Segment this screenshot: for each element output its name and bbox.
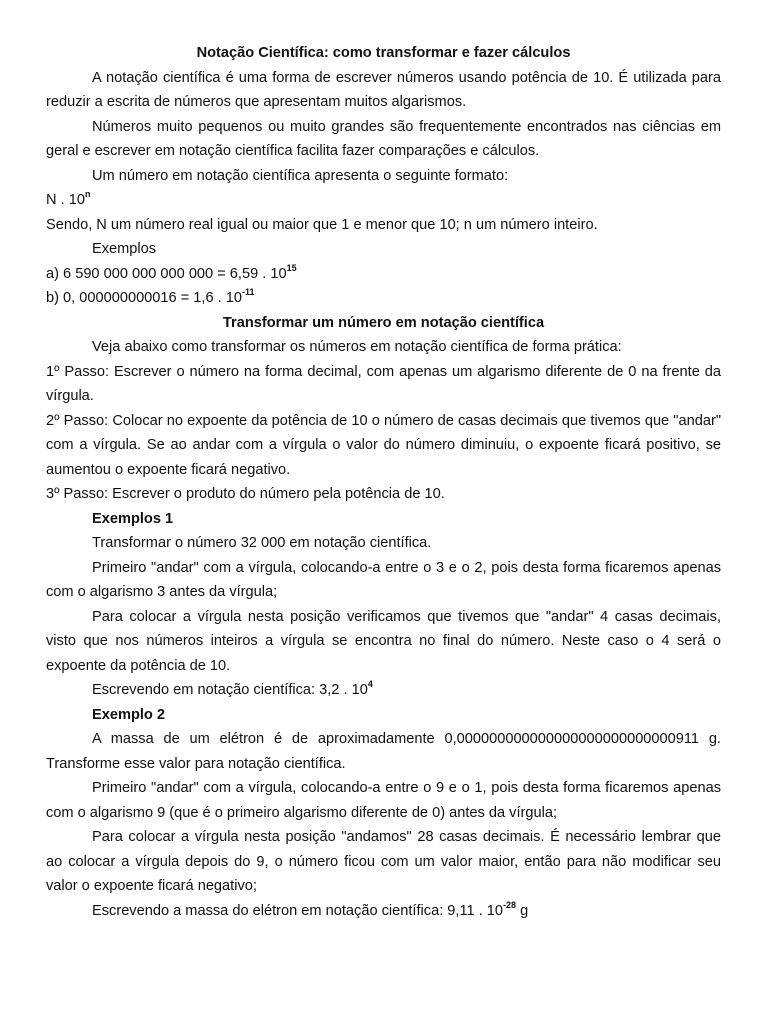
example-2-result-text: Escrevendo a massa do elétron em notação científica: 9,11 . 10	[92, 902, 504, 919]
example-2-result-exponent: -28	[503, 899, 517, 910]
example-2-result	[46, 899, 721, 924]
format-base: N . 10	[46, 192, 85, 208]
example-a-text: a) 6 590 000 000 000 000 = 6,59 . 10	[46, 265, 287, 282]
example-b-exponent: -11	[241, 287, 255, 298]
example-2-paragraph-2: Para colocar a vírgula nesta posição "andamos" 28 casas decimais. É necessário lembrar que ao colocar a vírgula depois do 9, o número ficou com um valor maior, então para não modificar seu valor o expoente ficará negativo;	[46, 829, 721, 894]
intro-paragraph-1: A notação científica é uma forma de escrever números usando potência de 10. É utilizada para reduzir a escrita de números que apresentam muitos algarismos.	[46, 69, 721, 110]
format-exponent: n	[84, 189, 91, 200]
example-a-exponent: 15	[286, 262, 297, 273]
step-2: 2º Passo: Colocar no expoente da potência de 10 o número de casas decimais que tivemos que "andar" com a vírgula. Se ao andar com a vírgula o valor do número diminuiu, o expoente ficará positivo, se aumentou o expoente ficará negativo.	[46, 412, 721, 478]
example-1-result	[46, 678, 721, 703]
examples-label: Exemplos	[92, 241, 157, 257]
example-1-result-exponent: 4	[367, 679, 373, 690]
example-1-result-text: Escrevendo em notação científica: 3,2 . 10	[92, 682, 368, 698]
step-1: 1º Passo: Escrever o número na forma decimal, com apenas um algarismo diferente de 0 na frente da vírgula.	[46, 363, 721, 404]
example-2-task: A massa de um elétron é de aproximadamente 0,000000000000000000000000000911 g. Transforme esse valor para notação científica.	[46, 731, 721, 772]
example-a	[46, 262, 721, 287]
definition-text: Sendo, N um número real igual ou maior que 1 e menor que 10; n um número inteiro.	[46, 216, 598, 233]
example-1-paragraph-2: Para colocar a vírgula nesta posição verificamos que tivemos que "andar" 4 casas decimais, visto que nos números inteiros a vírgula se encontra no final do número. Neste caso o 4 será o expoente da potência de 10.	[46, 608, 721, 674]
section-lead: Veja abaixo como transformar os números em notação científica de forma prática:	[92, 339, 622, 355]
intro-paragraph-3: Um número em notação científica apresenta o seguinte formato:	[92, 167, 509, 184]
document-title: Notação Científica: como transformar e fazer cálculos	[196, 45, 571, 61]
example-b-text: b) 0, 000000000016 = 1,6 . 10	[46, 290, 242, 306]
example-1-paragraph-1: Primeiro "andar" com a vírgula, colocando-a entre o 3 e o 2, pois desta forma ficaremos apenas com o algarismo 3 antes da vírgula;	[46, 559, 721, 600]
example-2-label: Exemplo 2	[92, 706, 165, 723]
intro-paragraph-2: Números muito pequenos ou muito grandes são frequentemente encontrados nas ciências em geral e escrever em notação científica facilita fazer comparações e cálculos.	[46, 118, 721, 159]
example-1-task: Transformar o número 32 000 em notação científica.	[92, 535, 432, 551]
section-heading: Transformar um número em notação científica	[222, 314, 545, 331]
example-2-result-unit: g	[516, 902, 529, 919]
example-2-paragraph-1: Primeiro "andar" com a vírgula, colocando-a entre o 9 e o 1, pois desta forma ficaremos apenas com o algarismo 9 (que é o primeiro algarismo diferente de 0) antes da vírgula;	[46, 780, 721, 821]
example-b	[46, 286, 721, 311]
format-expression	[46, 188, 721, 213]
example-1-label: Exemplos 1	[92, 510, 174, 527]
step-3: 3º Passo: Escrever o produto do número pela potência de 10.	[46, 486, 445, 502]
